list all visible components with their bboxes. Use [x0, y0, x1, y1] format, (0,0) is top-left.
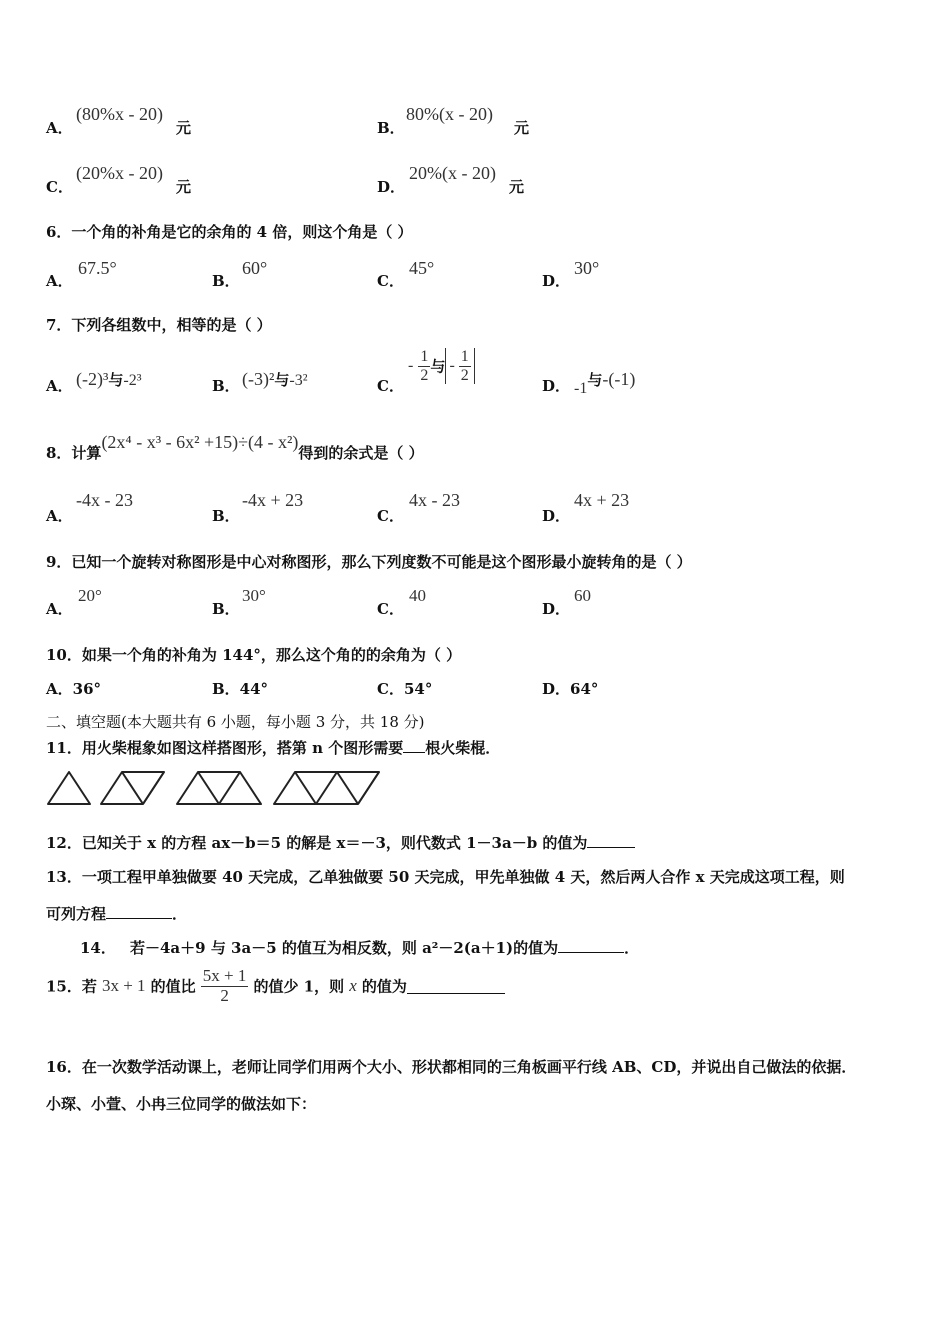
q15-blank	[407, 979, 505, 994]
q15-fraction	[201, 967, 249, 1005]
q9-b-value: 30°	[242, 586, 266, 605]
q7-c-abs-den: 2	[460, 366, 469, 384]
q8-d-label: D．	[542, 507, 571, 525]
q11-pre: 11．用火柴棍象如图这样搭图形，搭第 n 个图形需要	[46, 739, 404, 757]
q14-end: ．	[624, 939, 640, 957]
q16-line1: 16．在一次数学活动课上，老师让同学们用两个大小、形状都相同的三角板画平行线 AB、CD，并说出自己做法的依据．	[46, 1058, 857, 1076]
q9-c-value: 40	[409, 586, 426, 605]
q5-option-d-expr: 20%(x - 20)	[409, 163, 496, 183]
q8-c-label: C．	[377, 507, 404, 525]
q9-d-label: D．	[542, 600, 571, 618]
q5-option-d-label: D．	[377, 178, 406, 196]
q8-b-label: B．	[212, 507, 240, 525]
q12-stem	[46, 832, 635, 853]
q8-c-value: 4x - 23	[409, 490, 460, 510]
q14-stem	[130, 937, 639, 958]
q5-option-c-unit: 元	[176, 178, 192, 196]
q15-mid: 的值比	[150, 977, 196, 996]
q9-d-value: 60	[574, 586, 591, 605]
q7-a-part1: (-2)³	[76, 369, 109, 389]
q7-c-abs-fraction	[459, 348, 471, 384]
q7-stem: 7．下列各组数中，相等的是（ ）	[46, 316, 272, 334]
q7-b-expr	[242, 369, 308, 390]
q12-blank	[587, 833, 635, 848]
q8-a-value: -4x - 23	[76, 490, 133, 510]
q8-stem	[46, 432, 424, 462]
q9-a-label: A．	[46, 600, 73, 618]
q6-c-value: 45°	[409, 258, 435, 278]
q7-a-label: A．	[46, 377, 73, 395]
q7-b-part2: -3²	[289, 372, 308, 389]
q7-d-expr	[574, 369, 636, 397]
q6-a-label: A．	[46, 272, 73, 290]
section-2-heading: 二、填空题(本大题共有 6 小题，每小题 3 分，共 18 分)	[46, 713, 425, 731]
q9-c-label: C．	[377, 600, 404, 618]
q7-c-abs	[445, 348, 474, 384]
figure-1	[48, 772, 90, 804]
q13-line2-text: 可列方程	[46, 905, 107, 923]
q13-line2	[46, 903, 187, 924]
q7-c-den: 2	[420, 366, 429, 384]
q7-b-label: B．	[212, 377, 240, 395]
q9-a-value: 20°	[78, 586, 102, 605]
figure-3	[177, 772, 261, 804]
q15-num: 5x + 1	[202, 966, 247, 985]
figure-4	[274, 772, 379, 804]
q14-blank	[558, 938, 624, 953]
q6-b-label: B．	[212, 272, 240, 290]
q5-option-b-label: B．	[377, 119, 405, 137]
q6-d-label: D．	[542, 272, 571, 290]
q8-expression: (2x⁴ - x³ - 6x² +15)÷(4 - x²)	[101, 432, 299, 452]
q7-a-part2: -2³	[123, 372, 142, 389]
q7-d-and: 与	[587, 371, 603, 389]
q15-var: x	[349, 976, 357, 996]
q9-b-label: B．	[212, 600, 240, 618]
q13-blank	[106, 904, 172, 919]
q5-option-d-unit: 元	[509, 178, 525, 196]
q15-stem	[46, 967, 505, 1019]
q7-a-expr	[76, 369, 142, 390]
q12-text: 12．已知关于 x 的方程 ax－b＝5 的解是 x＝－3，则代数式 1－3a－b 的值为	[46, 834, 588, 852]
q9-stem: 9．已知一个旋转对称图形是中心对称图形，那么下列度数不可能是这个图形最小旋转角的是（ ）	[46, 553, 692, 571]
q7-a-and: 与	[108, 371, 124, 389]
q6-b-value: 60°	[242, 258, 268, 278]
q7-d-part1: -1	[574, 380, 588, 397]
q14-text: 若－4a＋9 与 3a－5 的值互为相反数，则 a²－2(a＋1)的值为	[130, 939, 559, 957]
q15-den: 2	[220, 985, 229, 1005]
q15-pre: 15．若	[46, 977, 97, 996]
q7-c-label: C．	[377, 377, 404, 395]
q13-line1: 13．一项工程甲单独做要 40 天完成，乙单独做要 50 天完成，甲先单独做 4 天，然后两人合作 x 天完成这项工程，则	[46, 868, 845, 886]
q6-d-value: 30°	[574, 258, 600, 278]
figure-2	[101, 772, 164, 804]
q10-stem: 10．如果一个角的补角为 144°，那么这个角的的余角为（ ）	[46, 646, 462, 664]
q5-option-c-label: C．	[46, 178, 73, 196]
q5-option-a-unit: 元	[176, 119, 192, 137]
q7-c-num: 1	[420, 348, 429, 365]
q7-c-abs-num: 1	[460, 348, 469, 365]
q6-c-label: C．	[377, 272, 404, 290]
q10-a: A．36°	[46, 680, 102, 698]
q14-num: 14．	[80, 939, 116, 957]
q8-a-label: A．	[46, 507, 73, 525]
q5-option-b-unit: 元	[514, 119, 530, 137]
q11-stem	[46, 737, 500, 758]
q7-c-and: 与	[430, 357, 446, 376]
q7-c-fraction	[418, 348, 430, 384]
q5-option-b-expr: 80%(x - 20)	[406, 104, 493, 124]
q7-d-label: D．	[542, 377, 571, 395]
q5-option-c-expr: (20%x - 20)	[76, 163, 163, 183]
q8-suffix: 得到的余式是（ ）	[298, 444, 424, 462]
q15-post: 的值少 1，则	[253, 977, 345, 996]
q7-c-neg: -	[408, 357, 414, 375]
q10-c: C．54°	[377, 680, 433, 698]
q6-a-value: 67.5°	[78, 258, 117, 278]
matchstick-figures	[44, 768, 386, 808]
q16-line2: 小琛、小萱、小冉三位同学的做法如下：	[46, 1095, 317, 1113]
q7-c-expr	[408, 348, 475, 396]
q7-c-abs-neg: -	[449, 357, 455, 375]
q8-b-value: -4x + 23	[242, 490, 304, 510]
q8-prefix: 8．计算	[46, 444, 102, 462]
q7-b-part1: (-3)²	[242, 369, 275, 389]
q11-post: 根火柴棍．	[425, 739, 501, 757]
q15-expr: 3x + 1	[101, 976, 146, 996]
q10-b: B．44°	[212, 680, 269, 698]
q5-option-a-expr: (80%x - 20)	[76, 104, 163, 124]
q13-end: ．	[172, 905, 188, 923]
q6-stem: 6．一个角的补角是它的余角的 4 倍，则这个角是（ ）	[46, 223, 413, 241]
q7-b-and: 与	[274, 371, 290, 389]
q11-blank	[403, 738, 425, 753]
q15-post2: 的值为	[361, 977, 407, 996]
q7-d-part2: -(-1)	[602, 369, 636, 389]
q10-d: D．64°	[542, 680, 599, 698]
q8-d-value: 4x + 23	[574, 490, 630, 510]
q5-option-a-label: A．	[46, 119, 73, 137]
